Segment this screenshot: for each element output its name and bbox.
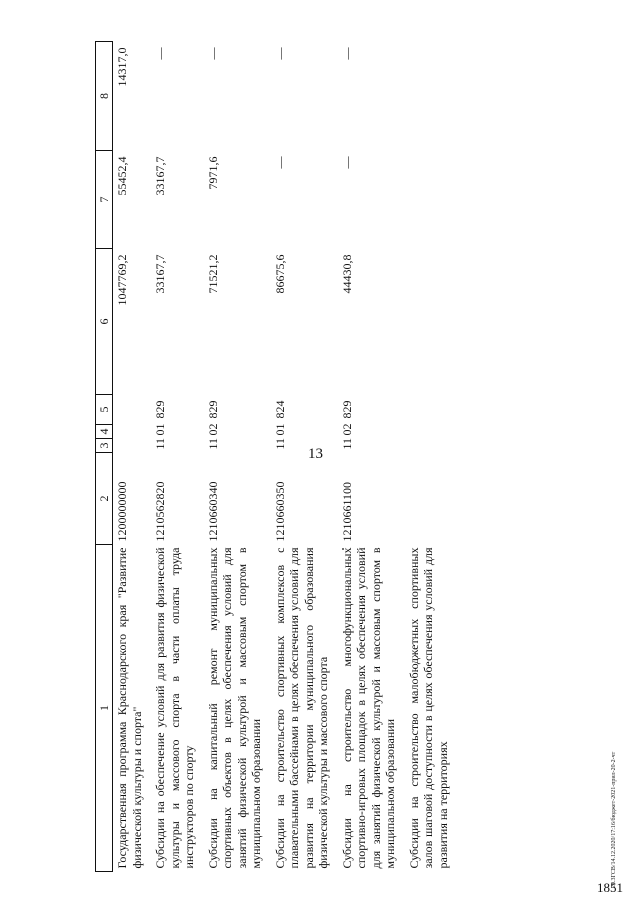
row-amount-6: 44430,8 bbox=[339, 254, 354, 294]
row-amount-6: 33167,7 bbox=[153, 254, 167, 294]
row-expense-type bbox=[113, 395, 152, 425]
row-name: Субсидии на строительство спортивных комплексов с плавательными бассейнами в целях обеспечения условий для развития на территории муниципального образования физической культуры и массового спорта bbox=[272, 547, 330, 869]
row-name: Субсидии на капитальный ремонт муниципальных спортивных объектов в целях обеспечения условий для занятий физической культурой и массовым спортом в муниципальном образовании bbox=[205, 547, 263, 869]
row-code bbox=[405, 453, 458, 545]
row-amount-7: — bbox=[339, 156, 354, 169]
row-amount-8: — bbox=[205, 47, 220, 60]
row-expense-type: 829 bbox=[205, 400, 220, 419]
header-col-1: 1 bbox=[96, 545, 113, 872]
table-row bbox=[338, 42, 405, 872]
row-subsection: 01 bbox=[272, 423, 287, 436]
row-amount-6: 71521,2 bbox=[205, 254, 220, 294]
row-code: 1210660350 bbox=[272, 481, 287, 542]
row-subsection bbox=[113, 425, 152, 439]
row-amount-8: — bbox=[153, 47, 167, 60]
row-subsection: 02 bbox=[339, 423, 354, 436]
row-amount-7 bbox=[405, 151, 458, 249]
row-code: 1210660340 bbox=[205, 481, 220, 542]
header-col-4: 4 bbox=[96, 425, 113, 439]
row-section bbox=[113, 439, 152, 453]
row-amount-6: 86675,6 bbox=[272, 254, 287, 294]
row-amount-8: — bbox=[272, 47, 287, 60]
table-row bbox=[405, 42, 458, 872]
row-section: 11 bbox=[153, 437, 167, 450]
header-col-7: 7 bbox=[96, 151, 113, 249]
rotated-table-container bbox=[95, 42, 579, 872]
row-amount-7: — bbox=[272, 156, 287, 169]
page-number: 13 bbox=[308, 446, 323, 462]
row-expense-type: 824 bbox=[272, 400, 287, 419]
row-name: Субсидии на строительство малобюджетных спортивных залов шаговой доступности в целях обеспечения условий для развития на территориях bbox=[406, 547, 450, 869]
header-col-8: 8 bbox=[96, 42, 113, 151]
row-code: 1210661100 bbox=[339, 481, 354, 542]
row-expense-type: 829 bbox=[153, 400, 167, 419]
header-row bbox=[96, 42, 113, 872]
row-name: Субсидии на строительство многофункциональных спортивно-игровых площадок в целях обеспечения условий для занятий физической культурой и массовым спортом в муниципальном образовании bbox=[339, 547, 397, 869]
row-amount-6: 1047769,2 bbox=[115, 254, 129, 306]
row-code: 1200000000 bbox=[115, 481, 129, 542]
row-subsection: 01 bbox=[153, 423, 167, 436]
header-col-3: 3 bbox=[96, 439, 113, 453]
budget-table bbox=[95, 41, 457, 872]
row-section: 11 bbox=[339, 437, 354, 450]
row-amount-8: 14317,0 bbox=[115, 47, 129, 87]
table-row bbox=[113, 42, 152, 872]
row-expense-type: 829 bbox=[339, 400, 354, 419]
row-section: 11 bbox=[205, 437, 220, 450]
row-amount-7: 7971,6 bbox=[205, 156, 220, 190]
row-section bbox=[405, 439, 458, 453]
row-amount-6 bbox=[405, 249, 458, 395]
row-amount-8 bbox=[405, 42, 458, 151]
row-expense-type bbox=[405, 395, 458, 425]
table-row bbox=[151, 42, 204, 872]
row-amount-7: 55452,4 bbox=[115, 156, 129, 196]
row-section: 11 bbox=[272, 437, 287, 450]
footer-code: 20.3ГСВ/14.12.2020/17:16/бюджет-2021-прил-20-2-чт bbox=[611, 751, 617, 888]
row-name: Субсидии на обеспечение условий для развития физической культуры и массового спорта в части оплаты труда инструкторов по спорту bbox=[153, 547, 196, 869]
header-col-2: 2 bbox=[96, 453, 113, 545]
row-name: Государственная программа Краснодарского края "Развитие физической культуры и спорта" bbox=[115, 547, 144, 869]
sheet-number: 1851 bbox=[597, 880, 623, 895]
row-amount-8: — bbox=[339, 47, 354, 60]
row-amount-7: 33167,7 bbox=[153, 156, 167, 196]
row-subsection: 02 bbox=[205, 423, 220, 436]
row-subsection bbox=[405, 425, 458, 439]
table-row bbox=[204, 42, 271, 872]
header-col-5: 5 bbox=[96, 395, 113, 425]
table-row bbox=[271, 42, 338, 872]
header-col-6: 6 bbox=[96, 249, 113, 395]
row-code: 1210562820 bbox=[153, 481, 167, 542]
